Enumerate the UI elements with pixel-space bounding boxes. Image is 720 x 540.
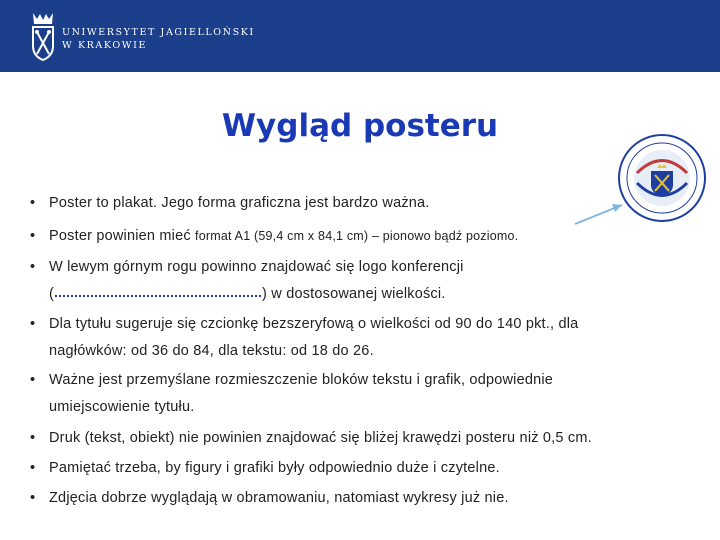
bullet-text: Pamiętać trzeba, by figury i grafiki były odpowiednio duże i czytelne. (49, 460, 500, 476)
university-city: W KRAKOWIE (62, 40, 147, 51)
university-name: UNIWERSYTET JAGIELLOŃSKI (62, 27, 255, 38)
bullet-text: Druk (tekst, obiekt) nie powinien znajdować się bliżej krawędzi posteru niż 0,5 cm. (49, 430, 592, 446)
bullet-text-part: Poster powinien mieć (49, 228, 196, 244)
conference-logo-link[interactable] (55, 291, 261, 297)
bullet-text: W lewym górnym rogu powinno znajdować się logo konferencji (49, 259, 464, 275)
bullet-text-continued: umiejscowienie tytułu. (49, 399, 195, 415)
bullet-text: Dla tytułu sugeruje się czcionkę bezszeryfową o wielkości od 90 do 140 pkt., dla (49, 316, 579, 332)
bullet-marker: • (30, 430, 36, 446)
university-header-bar (0, 0, 720, 72)
bullet-marker: • (30, 259, 36, 275)
slide-title: Wygląd posteru (221, 108, 499, 144)
university-logo-text (62, 26, 255, 52)
open-paren: ( (49, 286, 55, 302)
university-crest-icon (30, 10, 56, 62)
bullet-marker: • (30, 195, 36, 211)
bullet-marker: • (30, 372, 36, 388)
bullet-text: Poster to plakat. Jego forma graficzna jest bardzo ważna. (49, 195, 430, 211)
bullet-text-continued (49, 286, 446, 302)
bullet-marker: • (30, 460, 36, 476)
bullet-text: Zdjęcia dobrze wyglądają w obramowaniu, natomiast wykresy już nie. (49, 490, 509, 506)
conference-logo-icon (617, 133, 707, 223)
bullet-marker: • (30, 316, 36, 332)
bullet-text-continued: nagłówków: od 36 do 84, dla tekstu: od 18 do 26. (49, 343, 374, 359)
bullet-text-small: format A1 (59,4 cm x 84,1 cm) – pionowo bądź poziomo. (195, 229, 519, 243)
bullet-text (49, 228, 518, 244)
bullet-text: Ważne jest przemyślane rozmieszczenie bloków tekstu i grafik, odpowiednie (49, 372, 554, 388)
bullet-text-part: ) w dostosowanej wielkości. (262, 286, 446, 302)
bullet-marker: • (30, 228, 36, 244)
bullet-marker: • (30, 490, 36, 506)
